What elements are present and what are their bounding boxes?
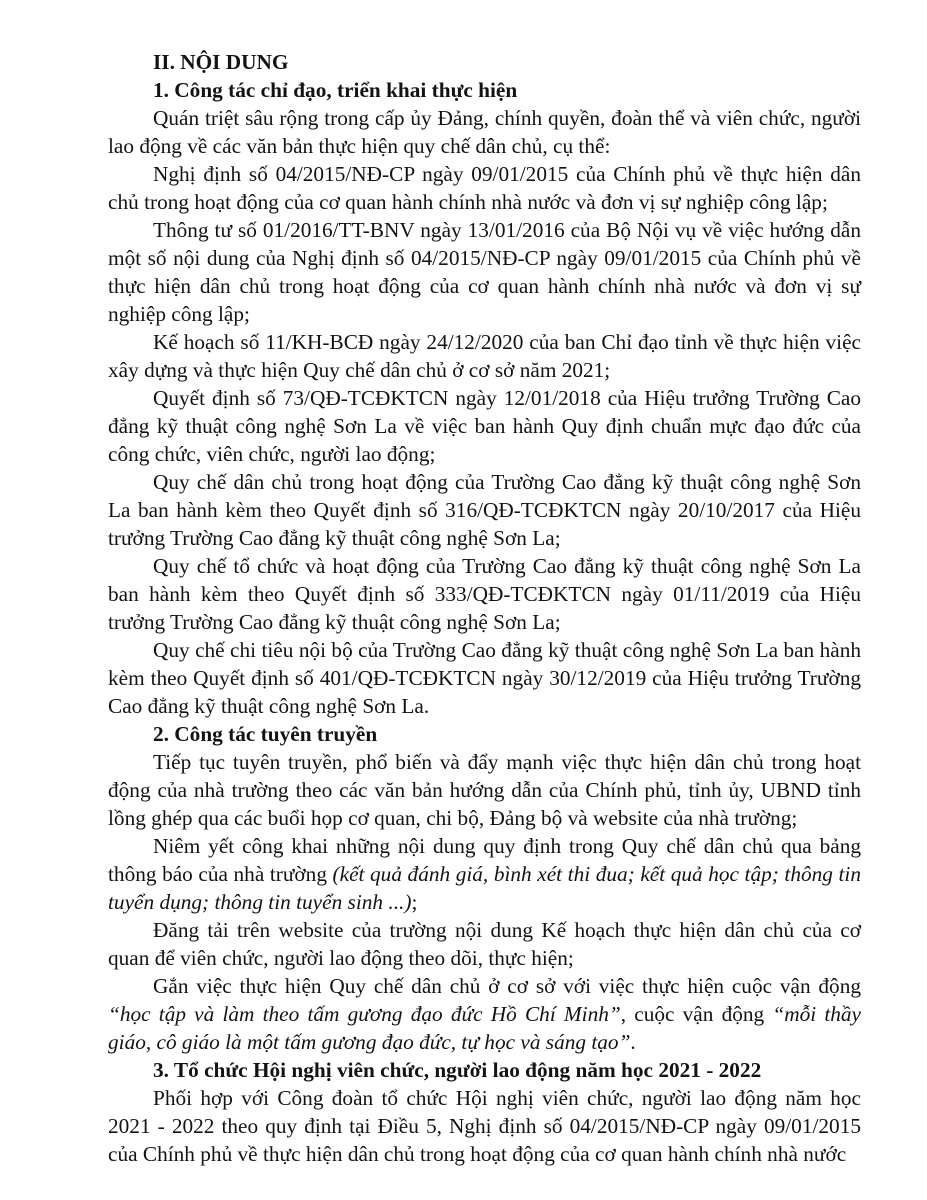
paragraph-quy-che-chi-tieu-401: Quy chế chi tiêu nội bộ của Trường Cao đẳng kỹ thuật công nghệ Sơn La ban hành kèm theo Quyết định số 401/QĐ-TCĐKTCN ngày 30/12/2019 của Hiệu trưởng Trường Cao đẳng kỹ thuật công nghệ Sơn La. xyxy=(108,638,861,718)
paragraph-tiep-tuc-tuyen-truyen: Tiếp tục tuyên truyền, phổ biến và đẩy mạnh việc thực hiện dân chủ trong hoạt động của nhà trường theo các văn bản hướng dẫn của Chính phủ, tỉnh ủy, UBND tỉnh lồng ghép qua các buổi họp cơ quan, chi bộ, Đảng bộ và website của nhà trường; xyxy=(108,750,861,830)
section-heading-noi-dung: II. NỘI DUNG xyxy=(153,50,289,74)
paragraph-quy-che-dan-chu-316: Quy chế dân chủ trong hoạt động của Trường Cao đẳng kỹ thuật công nghệ Sơn La ban hành kèm theo Quyết định số 316/QĐ-TCĐKTCN ngày 20/10/2017 của Hiệu trưởng Trường Cao đẳng kỹ thuật công nghệ Sơn La; xyxy=(108,470,861,550)
paragraph-gan-viec-thuc-hien xyxy=(108,972,861,1056)
section-heading-1-cong-tac-chi-dao: 1. Công tác chỉ đạo, triển khai thực hiện xyxy=(153,78,518,102)
paragraph-ke-hoach-11-kh-bcd: Kế hoạch số 11/KH-BCĐ ngày 24/12/2020 của ban Chỉ đạo tỉnh về thực hiện việc xây dựng và thực hiện Quy chế dân chủ ở cơ sở năm 2021; xyxy=(108,330,861,382)
paragraph-niem-yet-cong-khai xyxy=(108,832,861,916)
section-heading-3-to-chuc-hoi-nghi: 3. Tổ chức Hội nghị viên chức, người lao động năm học 2021 - 2022 xyxy=(153,1058,762,1082)
text-run: ; xyxy=(411,890,418,914)
section-heading-2-cong-tac-tuyen-truyen: 2. Công tác tuyên truyền xyxy=(153,722,378,746)
text-run: . xyxy=(630,1030,636,1054)
document-page xyxy=(108,48,861,1168)
paragraph-phoi-hop-cong-doan: Phối hợp với Công đoàn tổ chức Hội nghị viên chức, người lao động năm học 2021 - 2022 theo quy định tại Điều 5, Nghị định số 04/2015/NĐ-CP ngày 09/01/2015 của Chính phủ về thực hiện dân chủ trong hoạt động của cơ quan hành chính nhà nước xyxy=(108,1086,861,1166)
paragraph-quy-che-to-chuc-333: Quy chế tổ chức và hoạt động của Trường Cao đẳng kỹ thuật công nghệ Sơn La ban hành kèm theo Quyết định số 333/QĐ-TCĐKTCN ngày 01/11/2019 của Hiệu trưởng Trường Cao đẳng kỹ thuật công nghệ Sơn La; xyxy=(108,554,861,634)
text-run-italic: “mỗi thầy giáo, cô giáo là một tấm gương đạo đức, tự học và sáng tạo” xyxy=(108,1002,862,1054)
text-run: , cuộc vận động xyxy=(620,1002,773,1026)
paragraph-quyet-dinh-73: Quyết định số 73/QĐ-TCĐKTCN ngày 12/01/2018 của Hiệu trưởng Trường Cao đẳng kỹ thuật công nghệ Sơn La về việc ban hành Quy định chuẩn mực đạo đức của công chức, viên chức, người lao động; xyxy=(108,386,861,466)
text-run-italic: (kết quả đánh giá, bình xét thi đua; kết quả học tập; thông tin tuyển dụng; thông tin tuyển sinh ...) xyxy=(108,862,862,914)
paragraph-thong-tu-01-2016: Thông tư số 01/2016/TT-BNV ngày 13/01/2016 của Bộ Nội vụ về việc hướng dẫn một số nội dung của Nghị định số 04/2015/NĐ-CP ngày 09/01/2015 của Chính phủ về thực hiện dân chủ trong hoạt động của cơ quan hành chính nhà nước và đơn vị sự nghiệp công lập; xyxy=(108,218,861,326)
paragraph-nghi-dinh-04-2015: Nghị định số 04/2015/NĐ-CP ngày 09/01/2015 của Chính phủ về thực hiện dân chủ trong hoạt động của cơ quan hành chính nhà nước và đơn vị sự nghiệp công lập; xyxy=(108,162,861,214)
paragraph-quan-triet: Quán triệt sâu rộng trong cấp ủy Đảng, chính quyền, đoàn thể và viên chức, người lao động về các văn bản thực hiện quy chế dân chủ, cụ thể: xyxy=(108,106,861,158)
text-run: Niêm yết công khai những nội dung quy định trong Quy chế dân chủ qua bảng thông báo của nhà trường xyxy=(108,834,861,886)
text-run: Gắn việc thực hiện Quy chế dân chủ ở cơ sở với việc thực hiện cuộc vận động xyxy=(153,974,861,998)
paragraph-dang-tai-website: Đăng tải trên website của trường nội dung Kế hoạch thực hiện dân chủ của cơ quan để viên chức, người lao động theo dõi, thực hiện; xyxy=(108,918,861,970)
text-run-italic: “học tập và làm theo tấm gương đạo đức Hồ Chí Minh” xyxy=(108,1002,621,1026)
